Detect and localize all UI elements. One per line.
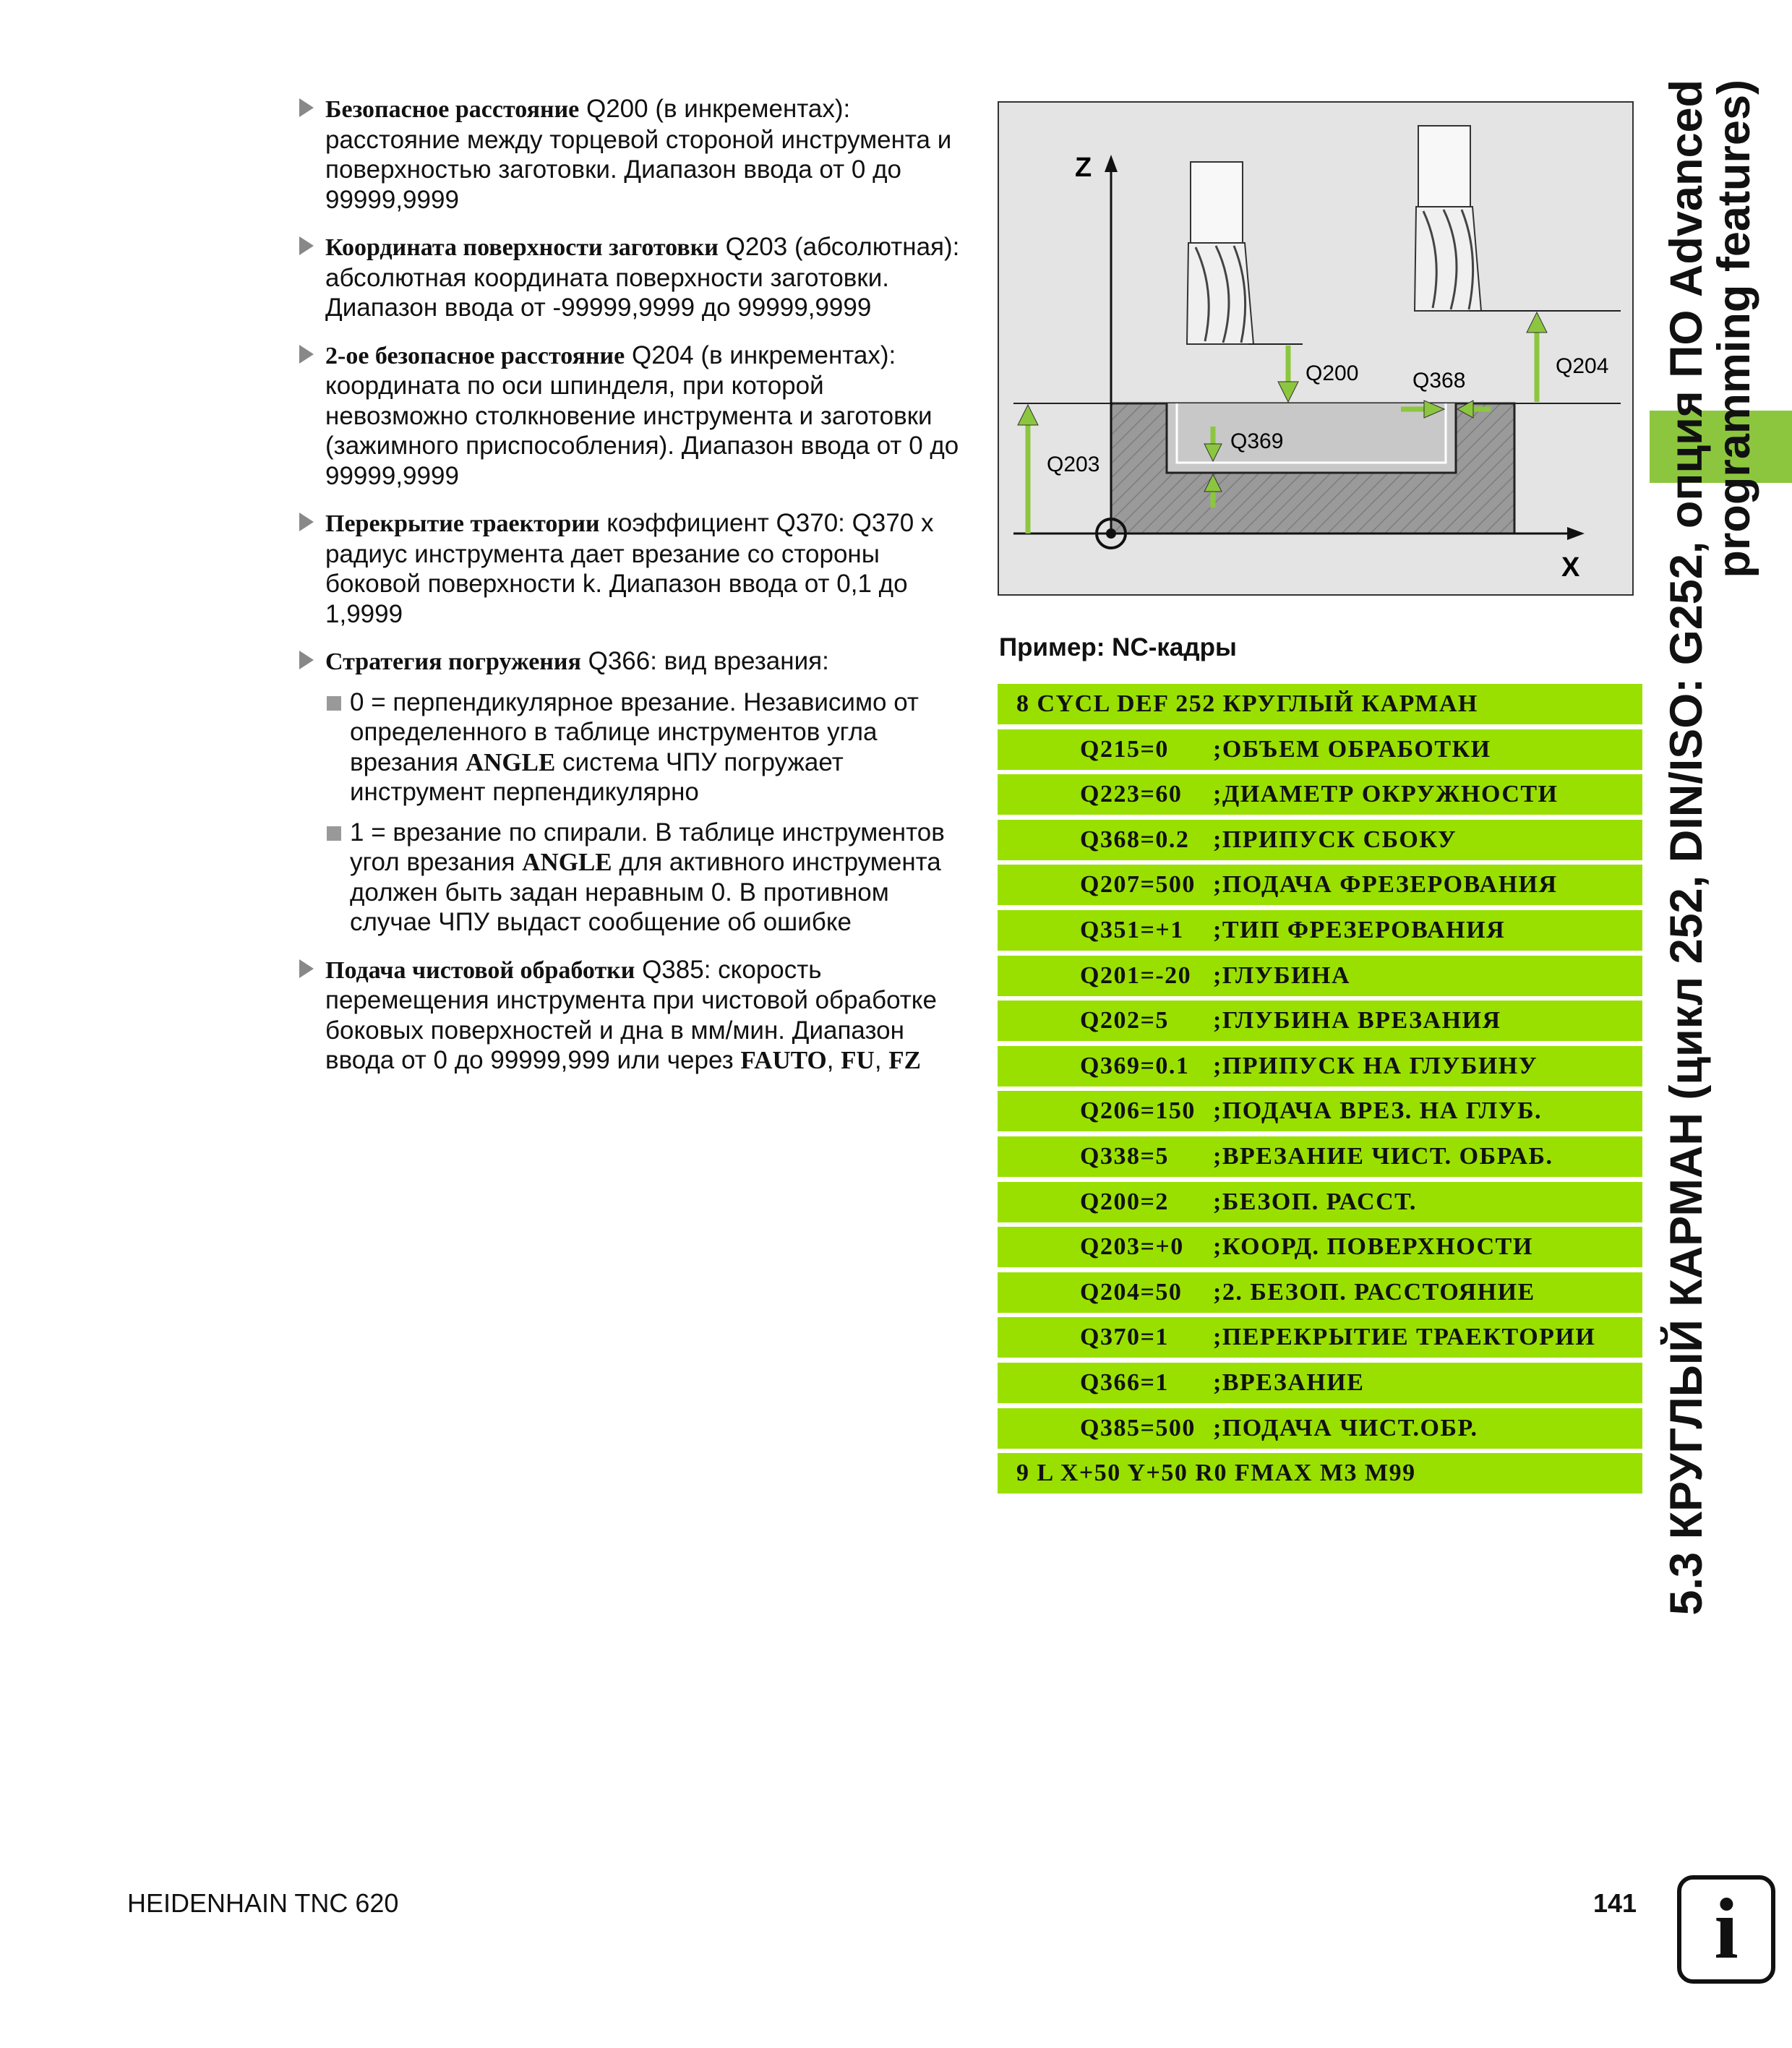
nc-comment: ;ПЕРЕКРЫТИЕ ТРАЕКТОРИИ bbox=[1213, 1324, 1596, 1351]
q204-label: Q204 bbox=[1556, 354, 1609, 378]
nc-comment: ;КООРД. ПОВЕРХНОСТИ bbox=[1213, 1233, 1533, 1261]
option-text: система ЧПУ погружает инструмент перпендикулярно bbox=[350, 747, 844, 806]
nc-parameter: Q385=500 bbox=[1080, 1414, 1196, 1441]
info-icon[interactable]: i bbox=[1677, 1875, 1775, 1984]
nc-parameter: Q370=1 bbox=[1080, 1324, 1169, 1351]
nc-parameter: Q368=0.2 bbox=[1080, 826, 1190, 853]
section-title-line1: 5.3 КРУГЛЫЙ КАРМАН (цикл 252, DIN/ISO: G252, опция ПО Advanced bbox=[1661, 80, 1712, 1616]
nc-parameter: Q351=+1 bbox=[1080, 916, 1184, 943]
q204-arrow-icon bbox=[1527, 312, 1547, 402]
param-term: Безопасное расстояние bbox=[325, 96, 580, 123]
q369-label: Q369 bbox=[1230, 429, 1284, 453]
x-axis-arrow-icon bbox=[1567, 527, 1585, 540]
triangle-bullet-icon bbox=[299, 345, 314, 364]
diagram-svg bbox=[999, 103, 1632, 594]
q368-label: Q368 bbox=[1412, 369, 1466, 393]
nc-block-row bbox=[998, 774, 1642, 815]
nc-block-row bbox=[998, 1272, 1642, 1313]
q200-label: Q200 bbox=[1306, 361, 1359, 385]
nc-comment: ;БЕЗОП. РАССТ. bbox=[1213, 1188, 1417, 1215]
separator: , bbox=[874, 1046, 889, 1074]
nc-block-row bbox=[998, 1136, 1642, 1177]
nc-block-row bbox=[998, 1453, 1642, 1494]
nc-block-row bbox=[998, 910, 1642, 951]
nc-comment: ;ГЛУБИНА bbox=[1213, 961, 1351, 989]
triangle-bullet-icon bbox=[299, 236, 314, 255]
nc-comment: ;ПОДАЧА ФРЕЗЕРОВАНИЯ bbox=[1213, 871, 1558, 899]
example-title: Пример: NC-кадры bbox=[999, 633, 1237, 661]
nc-block-row bbox=[998, 865, 1642, 905]
param-term: Стратегия погружения bbox=[325, 648, 581, 675]
param-q366 bbox=[296, 646, 961, 677]
triangle-bullet-icon bbox=[299, 651, 314, 669]
keyword: FU bbox=[841, 1046, 875, 1074]
nc-block-row bbox=[998, 1091, 1642, 1131]
param-term: Перекрытие траектории bbox=[325, 510, 600, 537]
param-text: Q204 (в инкрементах): координата по оси шпинделя, при которой невозможно столкновение инструмента и заготовки (зажимного приспособления). Диапазон ввода от 0 до 99999,9999 bbox=[325, 340, 959, 490]
nc-block-row bbox=[998, 1408, 1642, 1449]
nc-comment: ;ТИП ФРЕЗЕРОВАНИЯ bbox=[1213, 916, 1506, 943]
z-axis-label: Z bbox=[1075, 153, 1092, 183]
nc-parameter: Q215=0 bbox=[1080, 735, 1169, 763]
param-text: Q203 (абсолютная): абсолютная координата поверхности заготовки. Диапазон ввода от -99999,9999 до 99999,9999 bbox=[325, 233, 960, 322]
nc-program bbox=[998, 684, 1642, 1499]
nc-comment: ;ВРЕЗАНИЕ ЧИСТ. ОБРАБ. bbox=[1213, 1142, 1553, 1170]
nc-block-row bbox=[998, 1227, 1642, 1267]
param-q200 bbox=[296, 94, 961, 215]
q203-arrow-icon bbox=[1018, 405, 1038, 534]
nc-block-row bbox=[998, 684, 1642, 724]
nc-comment: ;2. БЕЗОП. РАССТОЯНИЕ bbox=[1213, 1278, 1535, 1306]
nc-parameter: Q223=60 bbox=[1080, 781, 1183, 808]
keyword: FZ bbox=[888, 1046, 921, 1074]
triangle-bullet-icon bbox=[299, 513, 314, 531]
parameter-list bbox=[296, 94, 961, 1093]
nc-comment: ;ГЛУБИНА ВРЕЗАНИЯ bbox=[1213, 1007, 1501, 1034]
nc-block-row bbox=[998, 1046, 1642, 1087]
nc-comment: ;ВРЕЗАНИЕ bbox=[1213, 1368, 1365, 1396]
nc-block-row bbox=[998, 729, 1642, 770]
nc-block-row bbox=[998, 956, 1642, 996]
option-text: 0 = перпендикулярное врезание. Независимо от определенного в таблице инструментов угла врезания bbox=[350, 687, 919, 776]
square-bullet-icon bbox=[327, 696, 341, 711]
nc-block-row bbox=[998, 1317, 1642, 1358]
nc-parameter: Q206=150 bbox=[1080, 1097, 1196, 1125]
q200-arrow-icon bbox=[1278, 346, 1298, 402]
nc-comment: ;ПОДАЧА ЧИСТ.ОБР. bbox=[1213, 1414, 1478, 1441]
param-q385 bbox=[296, 955, 961, 1076]
nc-block-row bbox=[998, 1363, 1642, 1403]
nc-parameter: Q201=-20 bbox=[1080, 961, 1192, 989]
keyword: ANGLE bbox=[465, 747, 556, 776]
sidebar-section-title bbox=[1663, 80, 1778, 1742]
option-perpendicular bbox=[296, 687, 961, 807]
param-term: 2-ое безопасное расстояние bbox=[325, 342, 625, 369]
nc-comment: ;ОБЪЕМ ОБРАБОТКИ bbox=[1213, 735, 1491, 763]
origin-dot bbox=[1106, 528, 1116, 539]
nc-block-row bbox=[998, 820, 1642, 860]
nc-comment: ;ПРИПУСК НА ГЛУБИНУ bbox=[1213, 1052, 1538, 1079]
nc-parameter: Q207=500 bbox=[1080, 871, 1196, 899]
option-text: 1 = врезание по спирали. В таблице инструментов угол врезания bbox=[350, 818, 945, 876]
milling-cutter-right bbox=[1415, 126, 1481, 311]
nc-comment: ;ДИАМЕТР ОКРУЖНОСТИ bbox=[1213, 781, 1559, 808]
triangle-bullet-icon bbox=[299, 959, 314, 978]
option-text: для активного инструмента должен быть задан неравным 0. В противном случае ЧПУ выдаст сообщение об ошибке bbox=[350, 848, 941, 936]
param-text: коэффициент Q370: Q370 x радиус инструмента дает врезание со стороны боковой поверхности k. Диапазон ввода от 0,1 до 1,9999 bbox=[325, 509, 934, 628]
triangle-bullet-icon bbox=[299, 98, 314, 117]
keyword: FAUTO bbox=[740, 1046, 827, 1074]
nc-parameter: Q338=5 bbox=[1080, 1142, 1169, 1170]
q203-label: Q203 bbox=[1047, 453, 1100, 476]
nc-parameter: Q369=0.1 bbox=[1080, 1052, 1190, 1079]
x-axis-label: X bbox=[1561, 552, 1580, 583]
nc-parameter: Q204=50 bbox=[1080, 1278, 1183, 1306]
nc-block-row bbox=[998, 1182, 1642, 1222]
nc-parameter: Q366=1 bbox=[1080, 1368, 1169, 1396]
param-q203 bbox=[296, 232, 961, 323]
param-term: Подача чистовой обработки bbox=[325, 956, 635, 984]
option-helical bbox=[296, 818, 961, 938]
param-text: Q366: вид врезания: bbox=[580, 647, 829, 675]
square-bullet-icon bbox=[327, 826, 341, 841]
section-title-line2: programming features) bbox=[1709, 80, 1759, 578]
nc-block-text: 8 CYCL DEF 252 КРУГЛЫЙ КАРМАН bbox=[1016, 690, 1478, 717]
param-text: Q385: скорость перемещения инструмента при чистовой обработке боковых поверхностей и дна в мм/мин. Диапазон ввода от 0 до 99999,999 или через bbox=[325, 955, 937, 1074]
separator: , bbox=[826, 1046, 841, 1074]
nc-comment: ;ПОДАЧА ВРЕЗ. НА ГЛУБ. bbox=[1213, 1097, 1543, 1125]
nc-parameter: Q202=5 bbox=[1080, 1007, 1169, 1034]
nc-block-row bbox=[998, 1001, 1642, 1041]
param-q204 bbox=[296, 340, 961, 492]
nc-block-text: 9 L X+50 Y+50 R0 FMAX M3 M99 bbox=[1016, 1460, 1416, 1487]
param-q370 bbox=[296, 508, 961, 629]
param-term: Координата поверхности заготовки bbox=[325, 234, 719, 261]
page-number: 141 bbox=[1593, 1888, 1637, 1918]
param-text: Q200 (в инкрементах): расстояние между торцевой стороной инструмента и поверхностью заготовки. Диапазон ввода от 0 до 99999,9999 bbox=[325, 95, 952, 214]
milling-cutter-left bbox=[1187, 162, 1253, 344]
keyword: ANGLE bbox=[522, 848, 612, 876]
nc-comment: ;ПРИПУСК СБОКУ bbox=[1213, 826, 1457, 853]
footer-product: HEIDENHAIN TNC 620 bbox=[127, 1888, 399, 1918]
z-axis-arrow-icon bbox=[1105, 155, 1118, 172]
nc-parameter: Q203=+0 bbox=[1080, 1233, 1184, 1261]
pocket-diagram bbox=[998, 101, 1634, 596]
nc-parameter: Q200=2 bbox=[1080, 1188, 1169, 1215]
